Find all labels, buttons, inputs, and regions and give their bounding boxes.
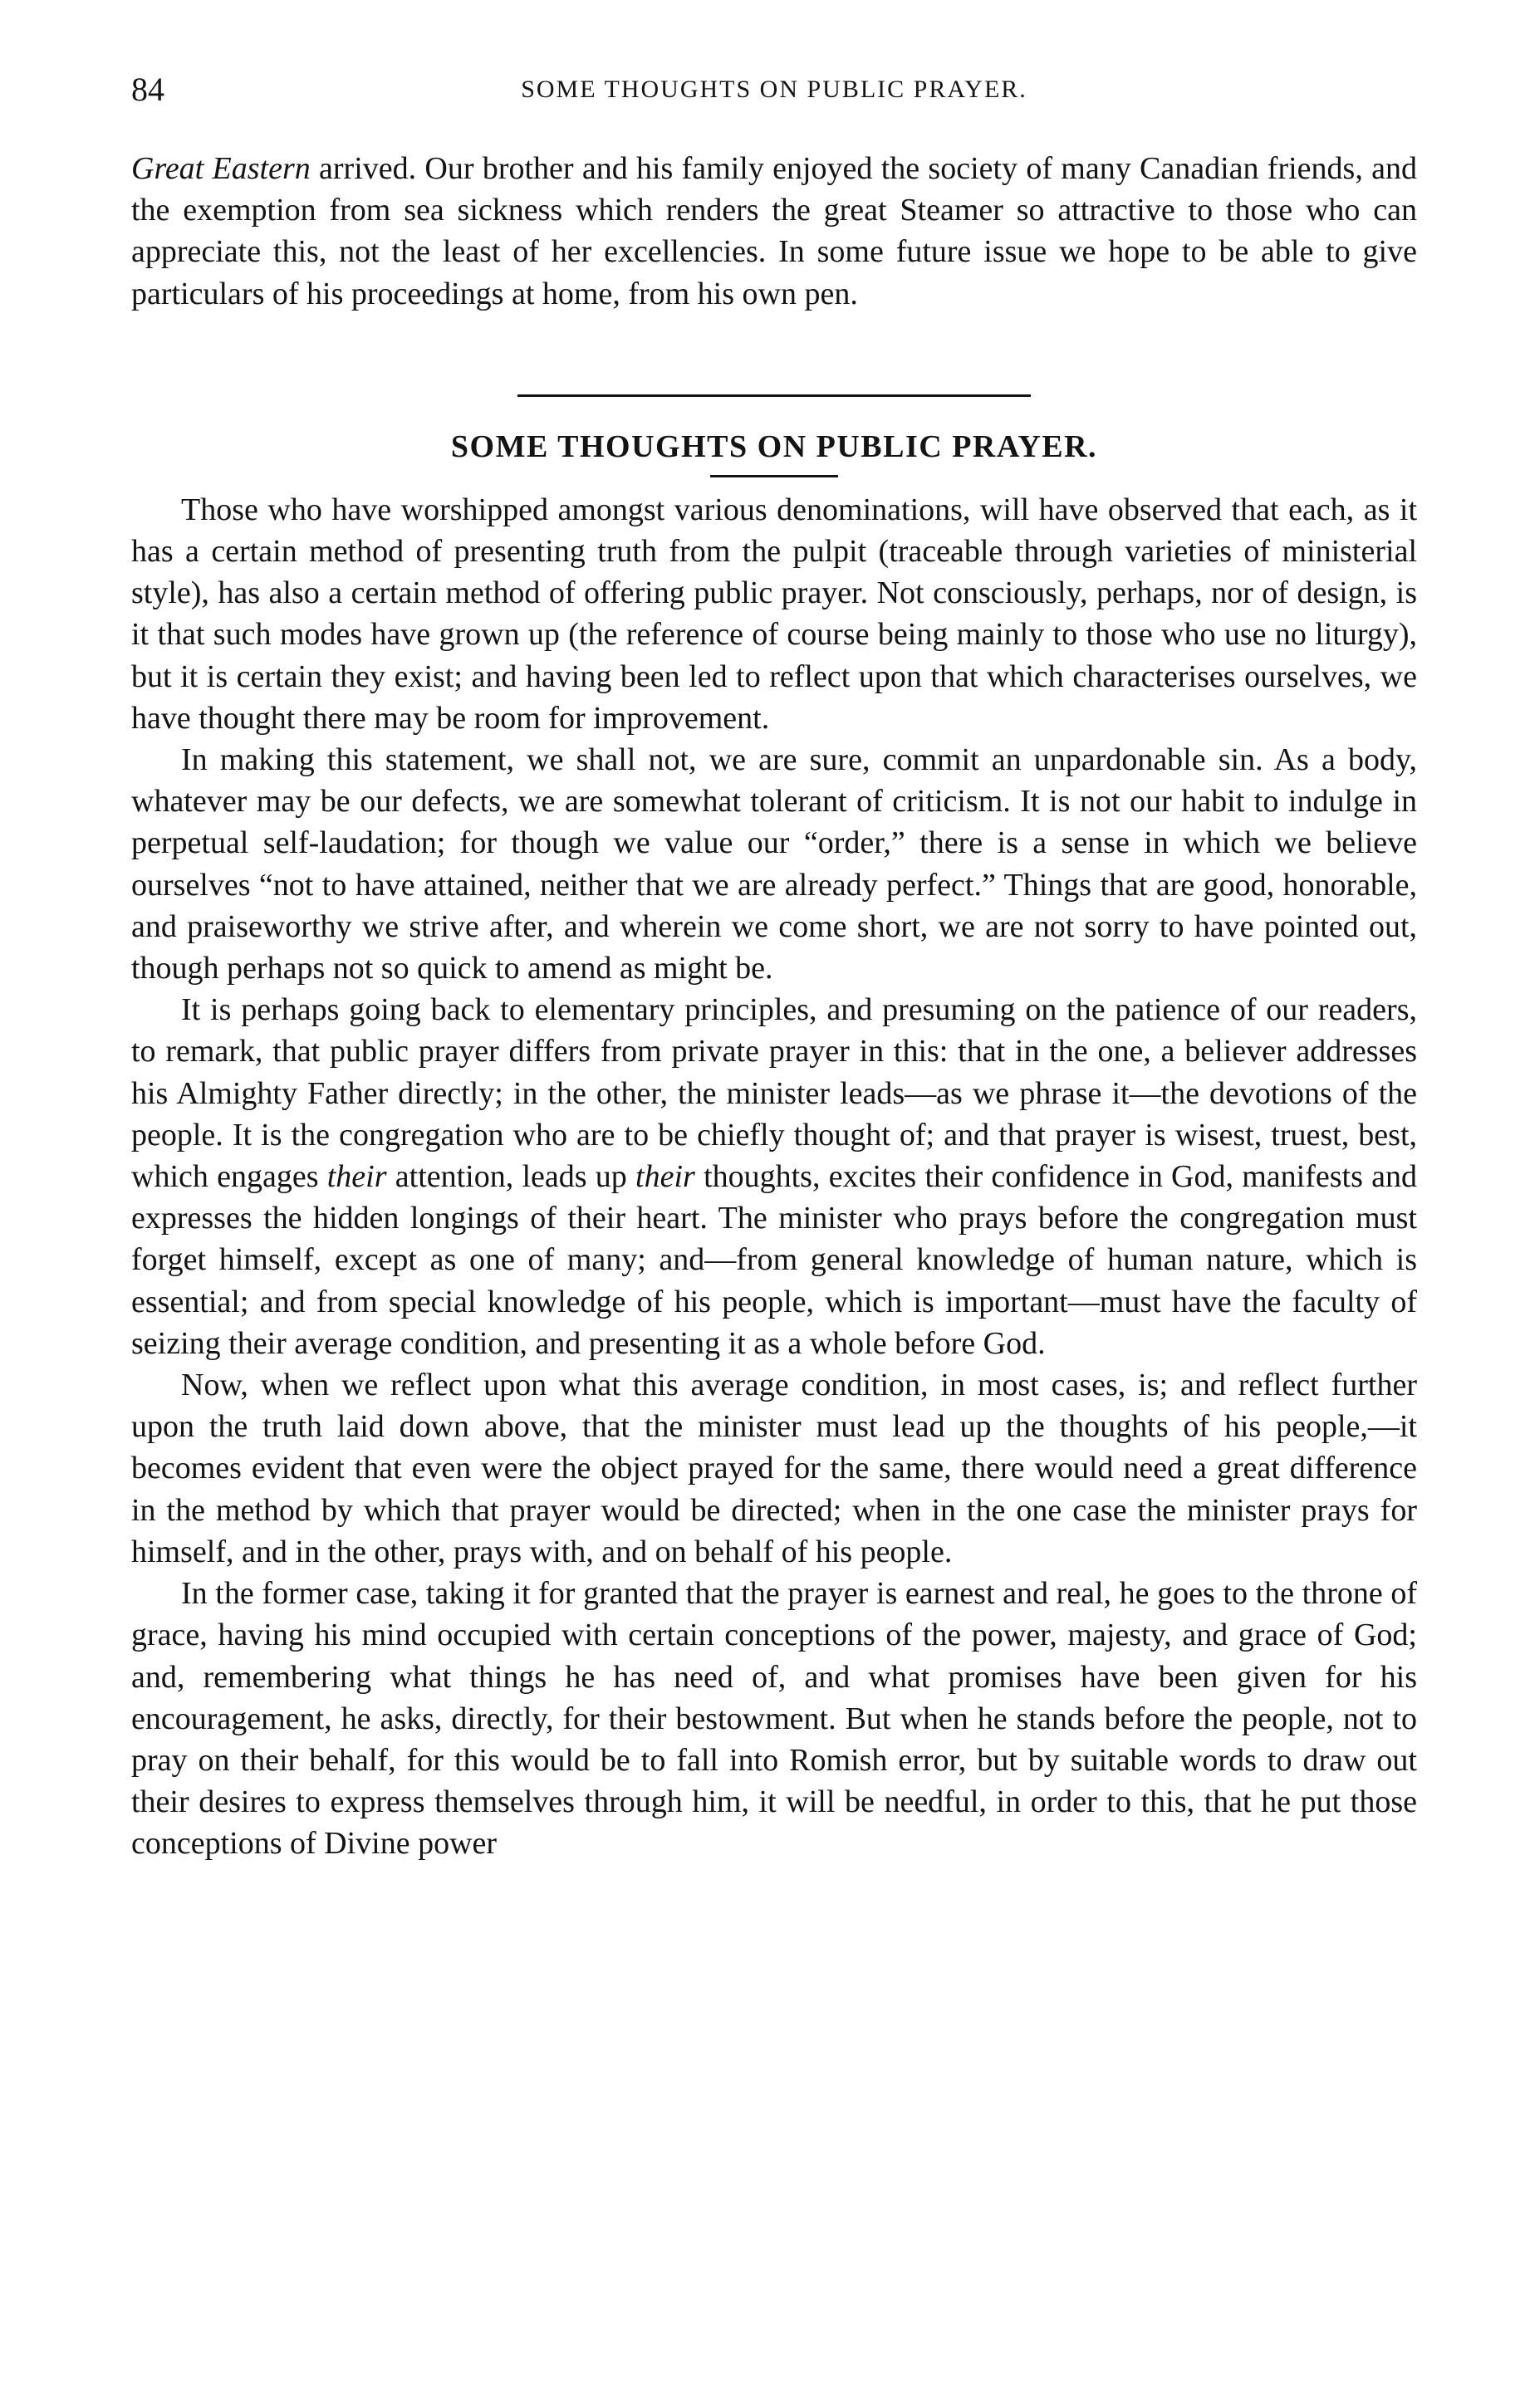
article-paragraph-5 [131, 1573, 1417, 1864]
previous-article-conclusion [131, 148, 1417, 315]
page-number: 84 [131, 71, 164, 108]
emphasis-their: their [635, 1159, 695, 1195]
title-underline-rule [710, 475, 838, 477]
book-page [131, 65, 1417, 1865]
emphasis-their: their [326, 1159, 387, 1195]
article-paragraph-3 [131, 989, 1417, 1364]
paragraph-text: In making this statement, we shall not, we are sure, commit an unpardonable sin. As a body, whatever may be our defects, we are somewhat tolerant of criticism. It is not our habit to indulge in perpetual self-laudation; for though we value our “order,” there is a sense in which we believe ourselves “not to have attained, neither that we are already perfect.” Things that are good, honorable, and praiseworthy we strive after, and wherein we come short, we are not sorry to have pointed out, though perhaps not so quick to amend as might be. [131, 742, 1417, 986]
article-paragraph-4 [131, 1364, 1417, 1573]
article-title: SOME THOUGHTS ON PUBLIC PRAYER. [450, 428, 1098, 464]
previous-article-text: arrived. Our brother and his family enjoyed the society of many Canadian friends, and the exemption from sea sickness which renders the great Steamer so attractive to those who can appreciate this, not the least of her excellencies. In some future issue we hope to be able to give particulars of his proceedings at home, from his own pen. [131, 151, 1417, 311]
section-divider-rule [517, 394, 1031, 397]
article-paragraph-1 [131, 489, 1417, 739]
paragraph-text: It is perhaps going back to elementary principles, and presuming on the patience of our readers, to remark, that public prayer differs from private prayer in this: that in the one, a believer addresses his Almighty Father directly; in the other, the minister leads—as we phrase it—the devotions of the people. It is the congregation who are to be chiefly thought of; and that prayer is wisest, truest, best, which engages [131, 992, 1417, 1195]
paragraph-text: Those who have worshipped amongst various denominations, will have observed that each, as it has a certain method of presenting truth from the pulpit (traceable through varieties of ministerial style), has also a certain method of offering public prayer. Not consciously, perhaps, nor of design, is it that such modes have grown up (the reference of course being mainly to those who use no liturgy), but it is certain they exist; and having been led to reflect upon that which characterises ourselves, we have thought there may be room for improvement. [131, 492, 1417, 736]
running-head [131, 65, 1417, 115]
paragraph-text: Now, when we reflect upon what this average condition, in most cases, is; and reflect further upon the truth laid down above, that the minister must lead up the thoughts of his people,—it becomes evident that even were the object prayed for the same, there would need a great difference in the method by which that prayer would be directed; when in the one case the minister prays for himself, and in the other, prays with, and on behalf of his people. [131, 1368, 1417, 1569]
paragraph-text: In the former case, taking it for granted that the prayer is earnest and real, he goes to the throne of grace, having his mind occupied with certain conceptions of the power, majesty, and grace of God; and, remembering what things he has need of, and what promises have been given for his encouragement, he asks, directly, for their bestowment. But when he stands before the people, not to pray on their behalf, for this would be to fall into Romish error, but by suitable words to draw out their desires to express themselves through him, it will be needful, in order to this, that he put those conceptions of Divine power [131, 1576, 1417, 1862]
paragraph-text: thoughts, excites their confidence in God, manifests and expresses the hidden longings of their heart. The minister who prays before the congregation must forget himself, except as one of many; and—from general knowledge of human nature, which is essential; and from special knowledge of his people, which is important—must have the faculty of seizing their average condition, and presenting it as a whole before God. [131, 1159, 1417, 1361]
article-paragraph-2 [131, 739, 1417, 989]
paragraph-text: attention, leads up [386, 1159, 636, 1195]
running-title: SOME THOUGHTS ON PUBLIC PRAYER. [521, 76, 1027, 103]
ship-name: Great Eastern [131, 151, 311, 186]
